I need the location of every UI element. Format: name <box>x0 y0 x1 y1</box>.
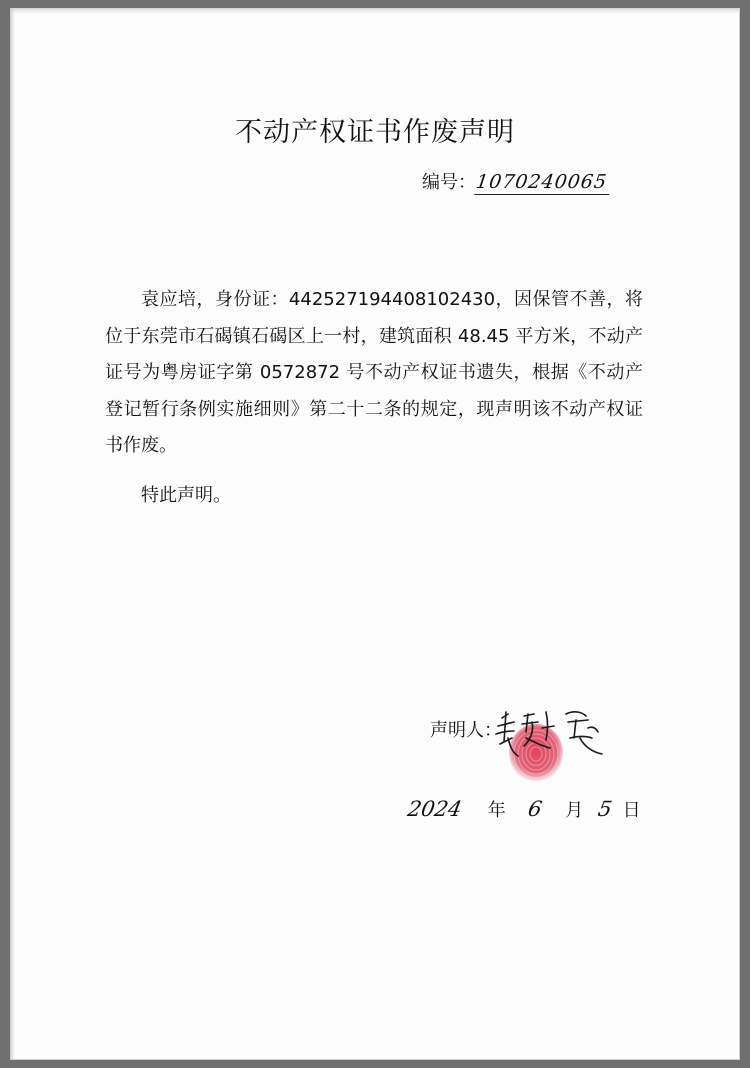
date-month-unit: 月 <box>565 800 584 821</box>
date-year-unit: 年 <box>487 800 506 821</box>
date-day: 5 <box>596 797 614 821</box>
signing-date <box>405 796 641 822</box>
document-title: 不动产权证书作废声明 <box>235 117 515 148</box>
document-number <box>422 168 611 195</box>
statement-body <box>105 282 643 465</box>
statement-paragraph: 袁应培，身份证：442527194408102430，因保管不善，将位于东莞市石碣镇石碣区上一村，建筑面积 48.45 平方米，不动产证号为粤房证字第 0572872 号不动产权证书遗失，根据《不动产登记暂行条例实施细则》第二十二条的规定，现声明该不动产权证书作废。 <box>105 289 643 456</box>
document-page <box>10 8 740 1060</box>
date-year: 2024 <box>405 797 464 821</box>
scan-edge-left <box>10 8 15 1060</box>
number-label: 编号： <box>422 172 476 193</box>
declarant-label: 声明人： <box>430 720 502 741</box>
handwritten-signature <box>488 698 628 768</box>
closing-line: 特此声明。 <box>141 485 231 506</box>
scan-edge-top <box>10 8 740 14</box>
date-day-unit: 日 <box>622 800 641 821</box>
number-value: 1070240065 <box>474 171 612 195</box>
date-month: 6 <box>526 797 545 821</box>
